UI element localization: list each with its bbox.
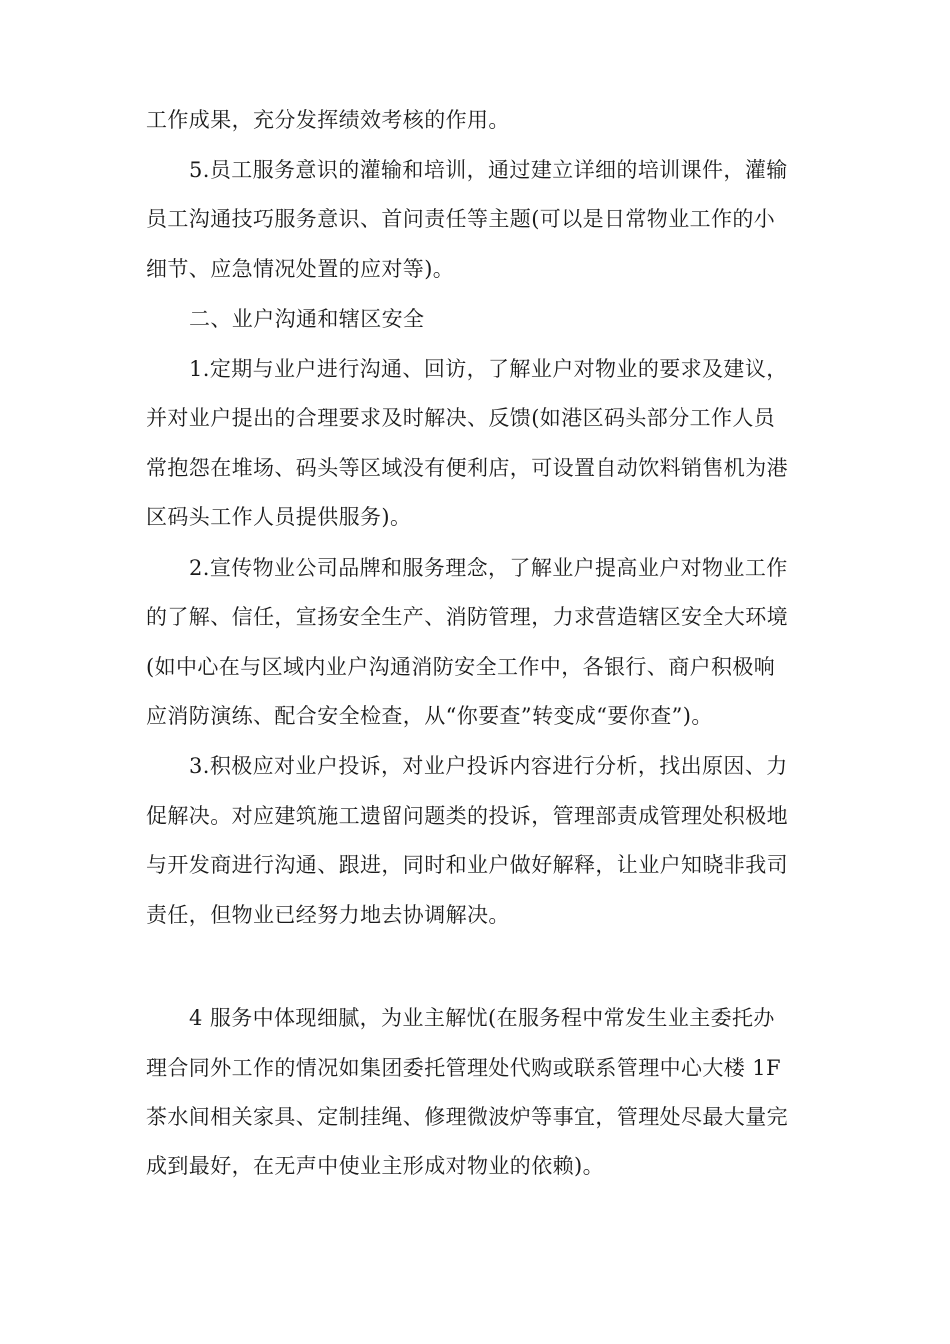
text-line: 责任，但物业已经努力地去协调解决。: [146, 903, 510, 927]
text-line: 应消防演练、配合安全检查，从“你要查”转变成“要你查”)。: [146, 704, 713, 728]
text-line: 茶水间相关家具、定制挂绳、修理微波炉等事宜，管理处尽最大量完: [146, 1105, 788, 1129]
text-line: 常抱怨在堆场、码头等区域没有便利店，可设置自动饮料销售机为港: [146, 456, 788, 480]
text-line: 4 服务中体现细腻，为业主解忧(在服务程中常发生业主委托办: [189, 1006, 775, 1030]
text-line: 1.定期与业户进行沟通、回访，了解业户对物业的要求及建议，: [189, 357, 788, 381]
text-line: 工作成果，充分发挥绩效考核的作用。: [146, 108, 510, 132]
text-line: 与开发商进行沟通、跟进，同时和业户做好解释，让业户知晓非我司: [146, 853, 788, 877]
text-line: 促解决。对应建筑施工遗留问题类的投诉，管理部责成管理处积极地: [146, 804, 788, 828]
section-heading: 二、业户沟通和辖区安全: [189, 307, 425, 331]
text-line: 并对业户提出的合理要求及时解决、反馈(如港区码头部分工作人员: [146, 406, 776, 430]
text-line: 员工沟通技巧服务意识、首问责任等主题(可以是日常物业工作的小: [146, 207, 776, 231]
text-line: 5.员工服务意识的灌输和培训，通过建立详细的培训课件，灌输: [189, 158, 788, 182]
text-line: (如中心在与区域内业户沟通消防安全工作中，各银行、商户积极响: [146, 655, 776, 679]
text-line: 区码头工作人员提供服务)。: [146, 505, 412, 529]
text-line: 的了解、信任，宣扬安全生产、消防管理，力求营造辖区安全大环境: [146, 605, 788, 629]
text-line: 成到最好，在无声中使业主形成对物业的依赖)。: [146, 1154, 604, 1178]
text-line: 细节、应急情况处置的应对等)。: [146, 257, 455, 281]
text-line: 理合同外工作的情况如集团委托管理处代购或联系管理中心大楼 1F: [146, 1056, 782, 1080]
text-line: 3.积极应对业户投诉，对业户投诉内容进行分析，找出原因、力: [189, 754, 788, 778]
text-line: 2.宣传物业公司品牌和服务理念，了解业户提高业户对物业工作: [189, 556, 788, 580]
